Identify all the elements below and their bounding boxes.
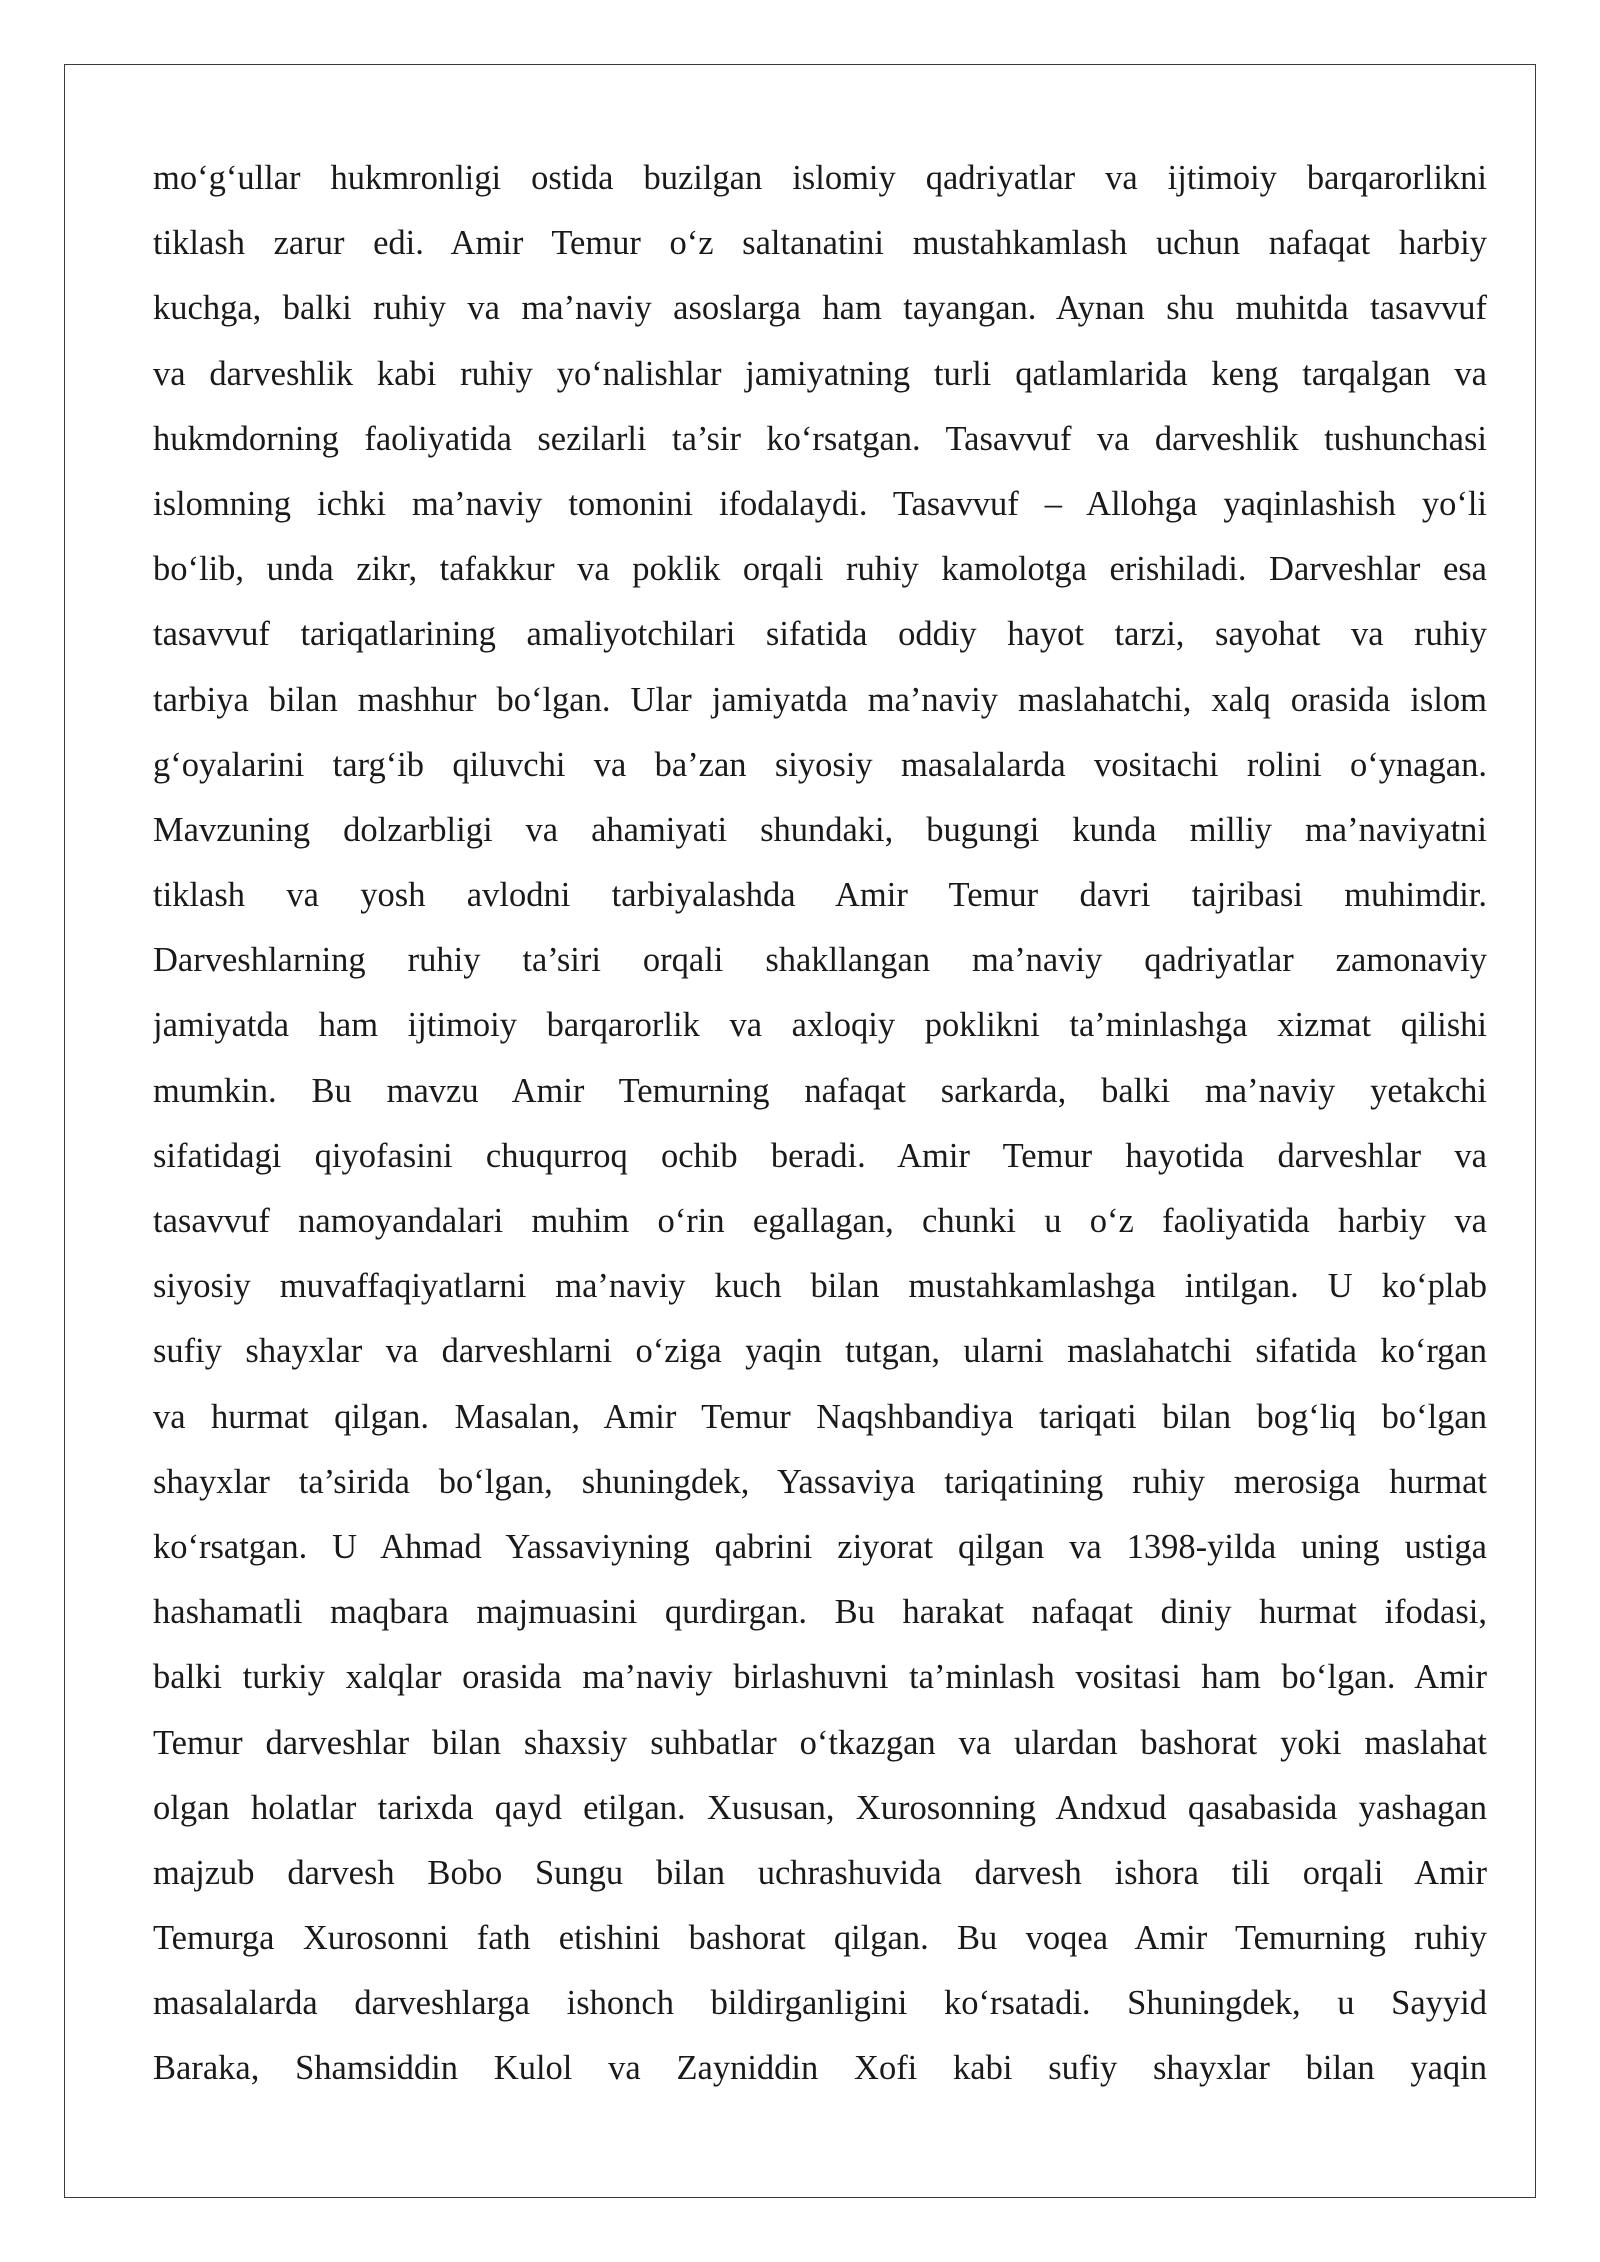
text-line: Temurga Xurosonni fath etishini bashorat qilgan. Bu voqea Amir Temurning ruhiy bbox=[153, 1919, 1487, 1958]
text-line: va darveshlik kabi ruhiy yo‘nalishlar jamiyatning turli qatlamlarida keng tarqalgan va bbox=[153, 354, 1487, 393]
text-line: Temur darveshlar bilan shaxsiy suhbatlar o‘tkazgan va ulardan bashorat yoki maslahat bbox=[153, 1723, 1487, 1762]
text-line: Darveshlarning ruhiy ta’siri orqali shakllangan ma’naviy qadriyatlar zamonaviy bbox=[153, 941, 1487, 980]
text-line: sufiy shayxlar va darveshlarni o‘ziga yaqin tutgan, ularni maslahatchi sifatida ko‘rgan bbox=[153, 1332, 1487, 1371]
text-line: majzub darvesh Bobo Sungu bilan uchrashuvida darvesh ishora tili orqali Amir bbox=[153, 1853, 1487, 1892]
text-line: tasavvuf tariqatlarining amaliyotchilari sifatida oddiy hayot tarzi, sayohat va ruhiy bbox=[153, 615, 1487, 654]
text-line: tiklash va yosh avlodni tarbiyalashda Amir Temur davri tajribasi muhimdir. bbox=[153, 876, 1487, 915]
text-line: siyosiy muvaffaqiyatlarni ma’naviy kuch bilan mustahkamlashga intilgan. U ko‘plab bbox=[153, 1267, 1487, 1306]
text-line: shayxlar ta’sirida bo‘lgan, shuningdek, Yassaviya tariqatining ruhiy merosiga hurmat bbox=[153, 1462, 1487, 1501]
text-line: olgan holatlar tarixda qayd etilgan. Xususan, Xurosonning Andxud qasabasida yashagan bbox=[153, 1788, 1487, 1827]
document-body bbox=[153, 146, 1487, 2102]
text-line: mumkin. Bu mavzu Amir Temurning nafaqat sarkarda, balki ma’naviy yetakchi bbox=[153, 1071, 1487, 1110]
text-line: masalalarda darveshlarga ishonch bildirganligini ko‘rsatadi. Shuningdek, u Sayyid bbox=[153, 1984, 1487, 2023]
text-line: mo‘g‘ullar hukmronligi ostida buzilgan islomiy qadriyatlar va ijtimoiy barqarorlikni bbox=[153, 159, 1487, 197]
text-line: balki turkiy xalqlar orasida ma’naviy birlashuvni ta’minlash vositasi ham bo‘lgan. Amir bbox=[153, 1658, 1487, 1697]
text-line: sifatidagi qiyofasini chuqurroq ochib beradi. Amir Temur hayotida darveshlar va bbox=[153, 1136, 1487, 1175]
text-line: jamiyatda ham ijtimoiy barqarorlik va axloqiy poklikni ta’minlashga xizmat qilishi bbox=[153, 1006, 1487, 1045]
text-line: bo‘lib, unda zikr, tafakkur va poklik orqali ruhiy kamolotga erishiladi. Darveshlar esa bbox=[153, 550, 1487, 589]
text-line: va hurmat qilgan. Masalan, Amir Temur Naqshbandiya tariqati bilan bog‘liq bo‘lgan bbox=[153, 1397, 1487, 1436]
text-line: tasavvuf namoyandalari muhim o‘rin egallagan, chunki u o‘z faoliyatida harbiy va bbox=[153, 1202, 1487, 1240]
text-line: tiklash zarur edi. Amir Temur o‘z saltanatini mustahkamlash uchun nafaqat harbiy bbox=[153, 224, 1487, 263]
text-line: islomning ichki ma’naviy tomonini ifodalaydi. Tasavvuf – Allohga yaqinlashish yo‘li bbox=[153, 484, 1487, 523]
text-line: ko‘rsatgan. U Ahmad Yassaviyning qabrini ziyorat qilgan va 1398-yilda uning ustiga bbox=[153, 1527, 1487, 1566]
text-line: tarbiya bilan mashhur bo‘lgan. Ular jamiyatda ma’naviy maslahatchi, xalq orasida islom bbox=[153, 680, 1487, 719]
text-line: hashamatli maqbara majmuasini qurdirgan. Bu harakat nafaqat diniy hurmat ifodasi, bbox=[153, 1593, 1487, 1632]
text-line: hukmdorning faoliyatida sezilarli ta’sir ko‘rsatgan. Tasavvuf va darveshlik tushunchasi bbox=[153, 419, 1487, 458]
text-line: kuchga, balki ruhiy va ma’naviy asoslarga ham tayangan. Aynan shu muhitda tasavvuf bbox=[153, 289, 1487, 328]
text-line: Baraka, Shamsiddin Kulol va Zayniddin Xofi kabi sufiy shayxlar bilan yaqin bbox=[153, 2049, 1487, 2088]
text-line: Mavzuning dolzarbligi va ahamiyati shundaki, bugungi kunda milliy ma’naviyatni bbox=[153, 810, 1487, 849]
text-line: g‘oyalarini targ‘ib qiluvchi va ba’zan siyosiy masalalarda vositachi rolini o‘ynagan. bbox=[153, 745, 1487, 784]
